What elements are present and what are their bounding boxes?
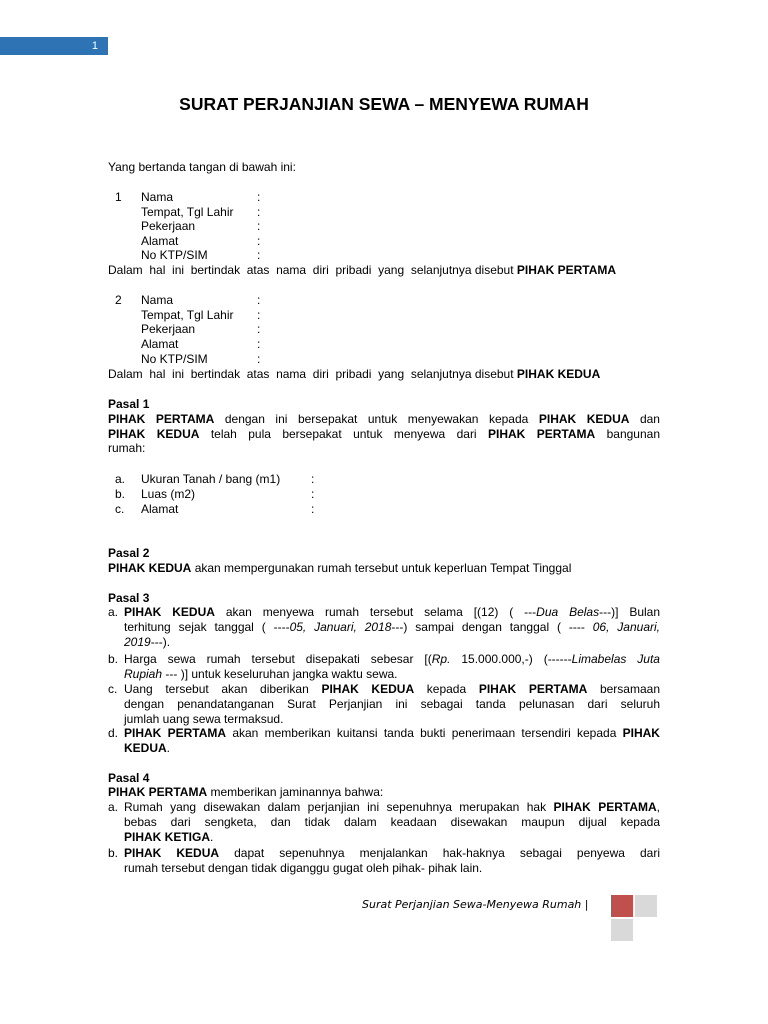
duration-words: Dua Belas [536,605,600,619]
body-text: dapat sepenuhnya menjalankan hak-haknya sebagai penyewa dari [234,846,661,860]
footer-accent-square-red [611,895,633,917]
body-text: dengan ini bersepakat untuk menyewakan kepada [224,412,529,426]
pasal-3-d-line [124,741,170,756]
field-colon: : [311,502,315,516]
party-2-field: Tempat, Tgl Lahir [141,308,234,322]
list-marker: b. [115,487,126,501]
party-name: PIHAK KEDUA [321,682,415,696]
party-1-field: Alamat [141,234,179,248]
pasal-3-a-line [124,635,170,650]
party-name: PIHAK PERTAMA [108,785,208,799]
field-colon: : [311,472,315,486]
property-field: Ukuran Tanah / bang (m1) [141,472,281,486]
body-text: . [166,741,171,755]
body-text: ---) sampai dengan tanggal ( ---- [391,620,585,634]
pasal-1-line [108,412,660,427]
pasal-4-heading: Pasal 4 [108,771,150,785]
currency: Rp. [431,652,451,666]
document-title: SURAT PERJANJIAN SEWA – MENYEWA RUMAH [179,94,589,114]
amount-words: Rupiah [124,667,163,681]
field-colon: : [257,308,261,322]
field-colon: : [257,337,261,351]
party-name: PIHAK PERTAMA [488,427,596,441]
pasal-2-heading: Pasal 2 [108,546,150,560]
party-name: PIHAK KEDUA [124,605,215,619]
body-text: akan menyewa rumah tersebut selama [(12) ( --- [225,605,537,619]
party-2-field: Pekerjaan [141,322,196,336]
field-colon: : [257,352,261,366]
end-date: 06, Januari, [592,620,660,634]
pasal-1-line: rumah: [108,441,146,455]
party-2-field: No KTP/SIM [141,352,208,366]
field-colon: : [257,293,261,307]
property-field: Luas (m2) [141,487,196,501]
party-name: PIHAK KETIGA [124,830,211,844]
party-2-statement [108,367,600,382]
pasal-1-line [108,427,660,442]
pasal-3-a-line [124,605,660,620]
list-marker: d. [108,726,119,740]
field-colon: : [257,322,261,336]
party-2-field: Nama [141,293,174,307]
footer-accent-square-gray [611,919,633,941]
list-marker: b. [108,846,119,860]
party-2-number: 2 [115,293,122,307]
body-text: --- )] untuk keseluruhan jangka waktu sewa. [165,667,398,681]
body-text: telah pula bersepakat untuk menyewa dari [210,427,477,441]
body-text: ---). [150,635,171,649]
party-1-field: Tempat, Tgl Lahir [141,205,234,219]
body-text: dan [639,412,660,426]
party-name: PIHAK PERTAMA [478,682,588,696]
field-colon: : [257,234,261,248]
pasal-4-a-line [124,830,213,845]
party-2-field: Alamat [141,337,179,351]
pasal-4-intro [108,785,383,800]
body-text: akan mempergunakan rumah tersebut untuk keperluan Tempat Tinggal [194,561,572,575]
list-marker: a. [115,472,126,486]
pasal-4-a-line: bebas dari sengketa, dan tidak dalam keadaan disewakan maupun dijual kepada [124,815,660,829]
footer-title: Surat Perjanjian Sewa-Menyewa Rumah | [362,898,589,911]
party-name: PIHAK KEDUA [538,412,630,426]
list-marker: a. [108,800,119,814]
pasal-3-b-line [124,652,660,667]
amount-words: Limabelas Juta [571,652,660,666]
pasal-3-c-line [124,682,660,697]
body-text: Rumah yang disewakan dalam perjanjian ini sepenuhnya merupakan hak [124,800,547,814]
start-date: 05, Januari, 2018 [289,620,392,634]
page-number-badge [0,37,108,55]
pasal-3-a-line [124,620,660,635]
pasal-3-d-line [124,726,660,741]
body-text: bersamaan [599,682,660,696]
party-1-field: Nama [141,190,174,204]
body-text: akan memberikan kuitansi tanda bukti penerimaan tersendiri kepada [232,726,617,740]
body-text: , [656,800,661,814]
body-text: ---)] Bulan [599,605,661,619]
page-number: 1 [91,40,98,52]
party-name: PIHAK PERTAMA [553,800,657,814]
field-colon: : [257,248,261,262]
footer-accent-square-gray [635,895,657,917]
field-colon: : [257,219,261,233]
party-name: PIHAK PERTAMA [108,412,215,426]
party-1-field: No KTP/SIM [141,248,208,262]
body-text: . [210,830,214,844]
pasal-2-line [108,561,571,576]
party-name: PIHAK [622,726,660,740]
list-marker: b. [108,652,119,666]
party-1-field: Pekerjaan [141,219,196,233]
end-year: 2019 [124,635,151,649]
body-text: terhitung sejak tanggal ( ---- [124,620,290,634]
body-text: Uang tersebut akan diberikan [124,682,309,696]
pasal-3-c-line: jumlah uang sewa termaksud. [124,712,284,726]
party-1-designation: PIHAK PERTAMA [516,263,617,277]
pasal-3-b-line [124,667,398,682]
field-colon: : [257,205,261,219]
party-name: PIHAK KEDUA [108,561,192,575]
body-text: bangunan [606,427,660,441]
party-1-statement [108,263,616,278]
list-marker: a. [108,605,119,619]
statement-text: Dalam hal ini bertindak atas nama diri pribadi yang selanjutnya disebut [108,367,514,381]
amount: 15.000.000,-) (------ [461,652,572,666]
intro-text: Yang bertanda tangan di bawah ini: [108,160,296,174]
party-1-number: 1 [115,190,122,204]
pasal-3-c-line: dengan penandatanganan Surat Perjanjian ini sebagai tanda pelunasan dari seluruh [124,697,660,711]
field-colon: : [311,487,315,501]
field-colon: : [257,190,261,204]
party-name: PIHAK PERTAMA [124,726,227,740]
list-marker: c. [115,502,125,516]
pasal-3-heading: Pasal 3 [108,591,150,605]
party-2-designation: PIHAK KEDUA [516,367,601,381]
statement-text: Dalam hal ini bertindak atas nama diri pribadi yang selanjutnya disebut [108,263,514,277]
pasal-4-b-line [124,846,660,861]
pasal-4-a-line [124,800,660,815]
pasal-1-heading: Pasal 1 [108,397,150,411]
party-name: KEDUA [124,741,167,755]
body-text: kepada [426,682,467,696]
pasal-4-b-line: rumah tersebut dengan tidak diganggu gugat oleh pihak- pihak lain. [124,861,483,875]
party-name: PIHAK KEDUA [108,427,200,441]
body-text: memberikan jaminannya bahwa: [210,785,384,799]
property-field: Alamat [141,502,179,516]
list-marker: c. [108,682,118,696]
party-name: PIHAK KEDUA [124,846,220,860]
body-text: Harga sewa rumah tersebut disepakati sebesar [( [124,652,432,666]
